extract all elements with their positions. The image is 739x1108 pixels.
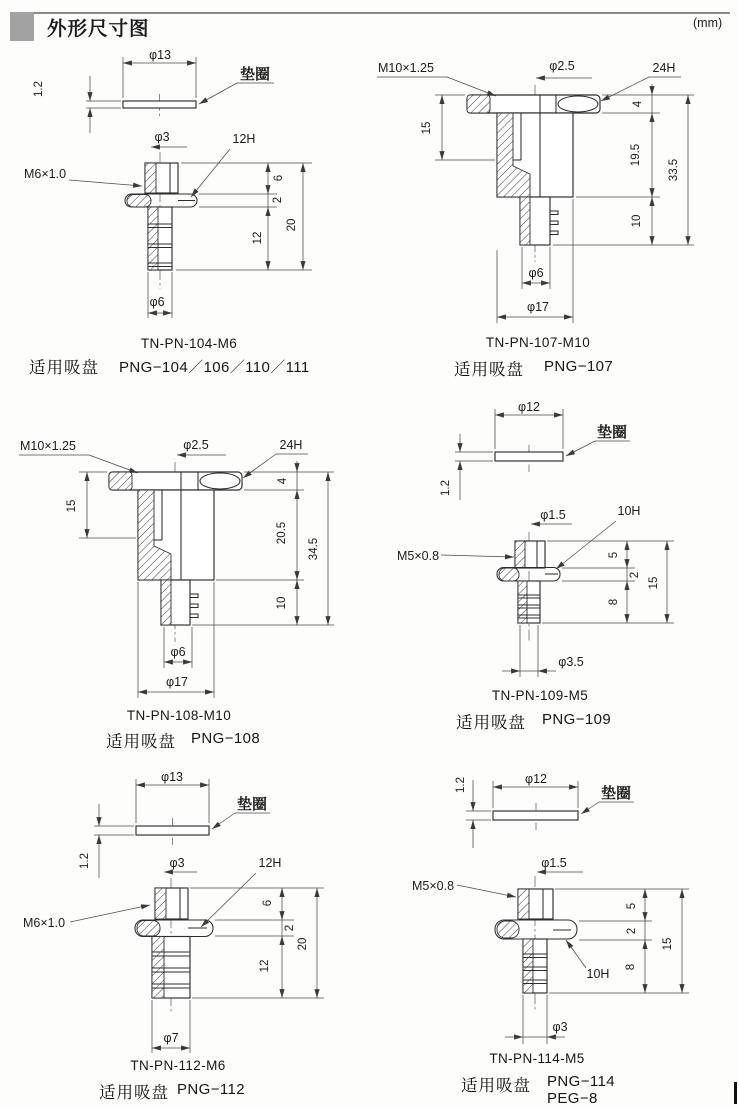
dim-a: 5 (626, 902, 638, 910)
stem-dia-label: φ6 (149, 295, 165, 309)
thread-label: M10×1.25 (378, 61, 434, 75)
page-edge-mark (734, 1082, 737, 1104)
drawing-tn-pn-112-m6 (23, 770, 324, 1053)
washer-dia-label: φ13 (160, 770, 184, 784)
model-name: TN-PN-108-M10 (126, 708, 232, 723)
dim-total: 33.5 (668, 158, 680, 182)
usage-label: 适用吸盘 (454, 361, 524, 379)
dim-a: 6 (262, 899, 274, 907)
thread-label: M10×1.25 (20, 439, 76, 453)
dim-b: 20.5 (276, 521, 288, 545)
dim-b: 2 (629, 571, 641, 579)
stem-dia-label: φ3 (552, 1020, 568, 1034)
model-name: TN-PN-104-M6 (140, 336, 238, 351)
stem-dia-label: φ3.5 (558, 655, 584, 669)
washer-name-label: 垫圈 (596, 424, 628, 441)
bore-dia-label: φ2.5 (183, 438, 209, 452)
dim-total: 20 (286, 218, 298, 232)
washer-view (440, 400, 630, 500)
stem-dia-label: φ6 (528, 266, 544, 280)
thread-label: M5×0.8 (397, 549, 440, 563)
dim-c: 8 (625, 963, 637, 971)
washer-name-label: 垫圈 (600, 785, 632, 802)
dim-b: 2 (284, 924, 296, 932)
washer-name-label: 垫圈 (239, 66, 271, 83)
usage-label: 适用吸盘 (456, 714, 526, 732)
washer-thickness-label: 1.2 (455, 777, 467, 793)
bore-dia-label: φ3 (154, 130, 170, 144)
washer-name-label: 垫圈 (236, 796, 268, 813)
applicable-models: PNG−114 (547, 1073, 615, 1090)
bore-dia-label: φ1.5 (541, 856, 567, 870)
stem-dia-label: φ7 (163, 1031, 179, 1045)
washer-view (33, 48, 274, 133)
usage-label: 适用吸盘 (106, 733, 176, 751)
washer-dia-label: φ12 (517, 400, 541, 414)
page-title: 外形尺寸图 (47, 18, 150, 40)
body-dia-label: φ17 (165, 675, 189, 689)
washer-view (455, 772, 634, 848)
dim-c: 10 (631, 214, 643, 228)
fitting-view (497, 532, 560, 641)
fitting-view (125, 152, 197, 289)
hole-label: 12H (258, 856, 282, 870)
dim-left: 15 (66, 499, 78, 513)
stem-dia-label: φ6 (170, 645, 186, 659)
dim-a: 4 (632, 100, 644, 108)
fitting-view (109, 462, 242, 642)
dim-c: 12 (252, 231, 264, 245)
drawing-tn-pn-107-m10 (377, 59, 694, 323)
dim-a: 4 (277, 477, 289, 485)
drawing-tn-pn-109-m5 (397, 400, 674, 677)
fitting-view (495, 876, 577, 1010)
usage-label: 适用吸盘 (29, 359, 99, 377)
dim-a: 5 (608, 551, 620, 559)
dim-total: 34.5 (308, 537, 320, 561)
dim-b: 2 (626, 927, 638, 935)
dim-c: 10 (276, 596, 288, 610)
thread-label: M6×1.0 (24, 167, 67, 181)
model-name: TN-PN-109-M5 (491, 688, 589, 703)
applicable-models: PNG−107 (544, 358, 614, 375)
unit-label: (mm) (693, 16, 723, 30)
bore-dia-label: φ3 (169, 856, 185, 870)
dim-total: 15 (662, 937, 674, 951)
washer-thickness-label: 1.2 (79, 853, 91, 869)
drawing-tn-pn-114-m5 (412, 772, 689, 1044)
thread-label: M6×1.0 (23, 916, 66, 930)
dim-left: 15 (421, 121, 433, 135)
dimensions (412, 856, 689, 1044)
applicable-models: PNG−109 (542, 711, 612, 728)
model-name: TN-PN-114-M5 (489, 1051, 585, 1066)
model-name: TN-PN-107-M10 (485, 335, 591, 350)
dim-total: 20 (297, 937, 309, 951)
thread-label: M5×0.8 (412, 879, 455, 893)
hole-label: 24H (652, 61, 676, 75)
dim-a: 6 (273, 174, 285, 182)
applicable-models: PNG−108 (191, 730, 261, 747)
usage-label: 适用吸盘 (461, 1077, 531, 1095)
usage-label: 适用吸盘 (99, 1084, 169, 1102)
washer-thickness-label: 1.2 (440, 480, 452, 496)
drawing-tn-pn-104-m6 (24, 48, 312, 318)
hole-label: 24H (279, 438, 303, 452)
applicable-models-2: PEG−8 (547, 1090, 598, 1107)
dim-b: 19.5 (630, 143, 642, 167)
fitting-view (135, 878, 213, 1014)
dim-total: 15 (648, 576, 660, 590)
hole-label: 10H (617, 504, 641, 518)
hole-label: 10H (586, 967, 610, 981)
drawing-tn-pn-108-m10 (19, 438, 334, 698)
model-name: TN-PN-112-M6 (130, 1058, 226, 1073)
washer-thickness-label: 1.2 (33, 81, 45, 97)
fitting-view (467, 85, 600, 262)
applicable-models: PNG−104／106／110／111 (119, 359, 310, 376)
applicable-models: PNG−112 (177, 1081, 245, 1098)
dim-c: 12 (259, 959, 271, 973)
hole-label: 12H (232, 132, 256, 146)
bore-dia-label: φ1.5 (540, 508, 566, 522)
washer-dia-label: φ12 (524, 772, 548, 786)
dim-c: 8 (608, 598, 620, 606)
dim-b: 2 (272, 196, 284, 204)
bore-dia-label: φ2.5 (549, 59, 575, 73)
washer-dia-label: φ13 (148, 48, 172, 62)
body-dia-label: φ17 (526, 300, 550, 314)
